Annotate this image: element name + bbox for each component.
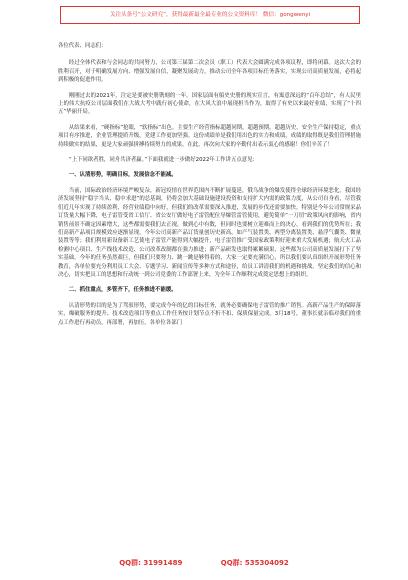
document-body <box>58 42 361 334</box>
salutation: 各位代表、同志们： <box>58 43 107 49</box>
footer-qq-right: QQ群: 535304092 <box>220 559 289 567</box>
header-banner: 关注头条号“公文研究”，获得最新最全最专业的公文资料库！ 微信：gongwenyi <box>60 6 360 24</box>
paragraph-review-2021: 刚刚过去的2021年，注定是要被史册镌刻的一年。国家层面有船史史册的现实宣言，有寓意深远的“百年总结”，有人民里上的伟大抗疫公司层面我们在大战大考中践行初心使命，在大风大浪中展现担当作为，取得了有史以来最好业绩，实现了“十四五”华丽开局。 <box>58 92 361 116</box>
paragraph-transition: “上下同欲者胜，同舟共济者赢。”下面我就进一步做好2022年工作讲五点意见： <box>68 157 258 164</box>
section-heading-2: 二、抓住重点，多管齐下，任务推进不能缓。 <box>68 287 177 294</box>
paragraph-intro: 经过全体代表和与会同志的共同努力，公司第三届第二次会员（职工）代表大会圆满完成各项议程，即将闭幕。这次大会的胜利召开，对于明确发展方向、增强发展自信，凝聚发展动力，推动公司全年各项目标任务落实，实现公司高质量发展，必将起到积极的促进作用。 <box>58 60 361 84</box>
section-2-paragraph: 认清形势的目的是为了驾驭形势，要完成今年的亿的目标任务，就务必要确保电子雷管的推广销售。高新产品生产的保障落实，爆破服务的提升、技术改造项目等重点工作任务按计划节点不折不扣、保质保量完成。3月18号，董事长就亲临对我们的重点工作进行再动员，再部署，再加压，各单位各部门 <box>58 302 361 326</box>
footer-contact <box>0 558 408 568</box>
paragraph-results: 从结果来看，“硬指标”抢眼，“软指标”出色。主要生产经营指标超越同期，超越预期，超越历史，安全生产保持稳定，重点项目有序推进，企业管理提质升级，党建工作更加坚强。这份成绩单是我们用出色的实力和成绩，成绩的取得既是我们管理措施持续做实的结果，更是大家顽强拼搏持续努力的成果。在此，再次向大家的辛勤付出表示衷心的感谢！你们辛苦了！ <box>58 124 361 148</box>
section-1-paragraph: 当前，国际政治经济环境严峻复杂，新冠疫情在世界范围内不断扩展蔓延，俄乌战争的爆发使得全球经济环境恶化。我国经济发展坚持“稳字当头、稳中求进”的总基调，仍将会加大基础设施建设投资和支持扩大内需的政策力度，从公司自身看，尽管我们近几年实现了持续盈利，经营业绩稳中向好，但我们的改革需要深入推进，发展的步伐还需要加快，特别是今年公司常规采品订货量大幅下降，电子雷管受省工信厅、省公安厅做好电子雷管配位导爆管雷管使用，避免简单“一刀切”政策风向的影响，省内销售前景不确定因素增大，这些都需要我们去正视，做到心中有数，但同时也要树立迎难而上的决心，看到我们的优势所在；我们高新产品项目规模效应逐渐显现，今年公司高新产品订货量创历史新高，如产气装置类、两型分离装置类、悬浮气囊类、微量装置等等；我们利用新设备新工艺使电子雷管产能得到大幅提升，电子雷管推广受国家政策利好迎来重大发展机遇；航天火工品检测中心项目、生产线技术改造、公司改革改制都在强力推进；新产品研发也取得累累硕果，这些都为公司高质量发展打下了坚实基础。今年的任务虽然艰巨，但我们只要努力、跳一跳是够得着的，大家一定要充满信心，所以我们要认真组织开展形势任务教育，各单位要充分利用员工大会、专题学习、新闻宣传等多种方式和途径，给员工讲清我们的机遇和挑战，坚定我们的信心和决心，切实把员工的思想和行动统一到公司党委的工作部署上来，为全年工作顺利完成奠定思想上的组织。 <box>58 187 361 278</box>
section-heading-1: 一、认清形势，明确目标，发展信念不能减。 <box>68 172 177 179</box>
footer-qq-left: QQ群: 31991489 <box>119 559 183 567</box>
